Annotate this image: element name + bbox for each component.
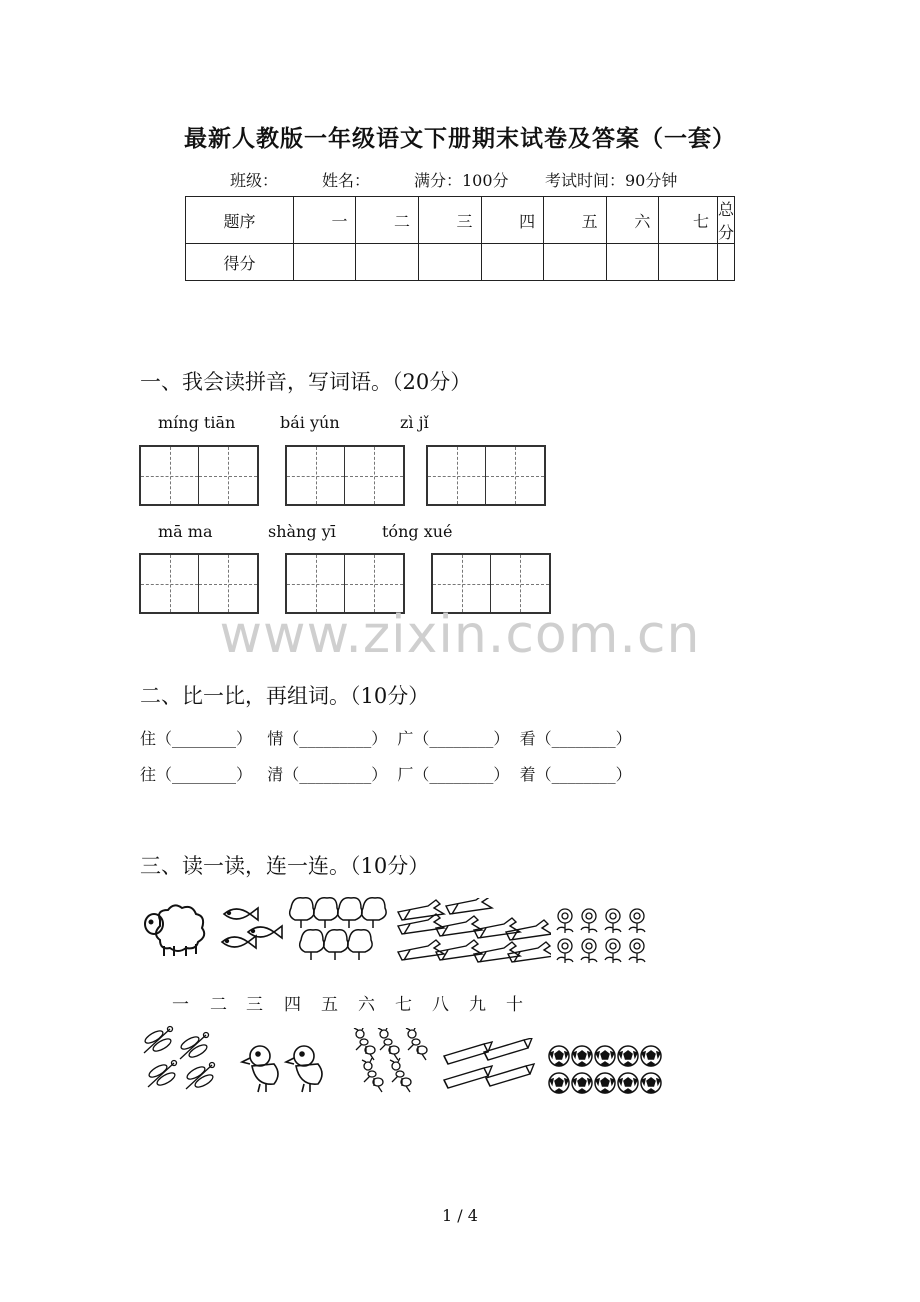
score-cell[interactable] — [544, 244, 607, 281]
score-header-4: 四 — [481, 197, 544, 244]
numeral-4: 四 — [284, 995, 301, 1015]
numeral-5: 五 — [321, 995, 338, 1015]
numeral-2: 二 — [210, 995, 227, 1015]
name-label: 姓名： — [322, 171, 371, 190]
compare-line-2[interactable]: 往（________） 清（_________） 厂（________） 着（________） — [140, 765, 632, 784]
score-cell[interactable] — [606, 244, 659, 281]
bird-icon — [238, 1042, 330, 1096]
exam-time: 考试时间：90分钟 — [545, 171, 678, 190]
score-header-7: 七 — [659, 197, 718, 244]
writing-grid[interactable] — [426, 445, 546, 506]
page-number: 1 / 4 — [442, 1206, 478, 1225]
watermark: www.zixin.com.cn — [219, 605, 701, 665]
writing-grid[interactable] — [139, 445, 259, 506]
score-cell[interactable] — [481, 244, 544, 281]
numeral-7: 七 — [395, 995, 412, 1015]
numeral-9: 九 — [469, 995, 486, 1015]
airplane-icon — [396, 898, 551, 966]
ant-icon — [350, 1028, 438, 1096]
flower-icon — [555, 906, 659, 970]
score-cell[interactable] — [293, 244, 356, 281]
score-cell[interactable] — [659, 244, 718, 281]
tree-icon — [287, 892, 387, 962]
pinyin-label: tóng xué — [382, 522, 453, 541]
page-title: 最新人教版一年级语文下册期末试卷及答案（一套） — [184, 125, 736, 152]
score-header-1: 一 — [293, 197, 356, 244]
score-header-2: 二 — [356, 197, 419, 244]
numeral-6: 六 — [358, 995, 375, 1015]
score-header-5: 五 — [544, 197, 607, 244]
score-header-order: 题序 — [186, 197, 294, 244]
score-cell[interactable] — [356, 244, 419, 281]
class-label: 班级： — [230, 171, 279, 190]
score-header-total: 总分 — [717, 197, 734, 244]
score-row-label: 得分 — [186, 244, 294, 281]
pinyin-label: bái yún — [280, 413, 340, 432]
full-score: 满分：100分 — [414, 171, 509, 190]
numeral-1: 一 — [172, 995, 189, 1015]
pinyin-label: shàng yī — [268, 522, 336, 541]
section1-heading: 一、我会读拼音，写词语。（20分） — [140, 370, 472, 394]
score-table — [185, 196, 735, 281]
score-cell[interactable] — [419, 244, 482, 281]
pinyin-label: míng tiān — [158, 413, 236, 432]
pencil-icon — [442, 1038, 542, 1096]
pinyin-label: mā ma — [158, 522, 213, 541]
compare-line-1[interactable]: 住（________） 情（_________） 广（________） 看（________） — [140, 729, 632, 748]
writing-grid[interactable] — [285, 445, 405, 506]
section3-heading: 三、读一读，连一连。（10分） — [140, 854, 430, 878]
pinyin-label: zì jǐ — [400, 413, 429, 432]
fish-icon — [218, 902, 288, 954]
numeral-3: 三 — [246, 995, 263, 1015]
soccer-ball-icon — [548, 1045, 666, 1097]
numeral-8: 八 — [432, 995, 449, 1015]
score-header-3: 三 — [419, 197, 482, 244]
sheep-icon — [140, 900, 208, 958]
score-cell[interactable] — [717, 244, 734, 281]
score-header-6: 六 — [606, 197, 659, 244]
numeral-10: 十 — [506, 995, 523, 1015]
section2-heading: 二、比一比，再组词。（10分） — [140, 684, 430, 708]
dragonfly-icon — [140, 1025, 226, 1095]
